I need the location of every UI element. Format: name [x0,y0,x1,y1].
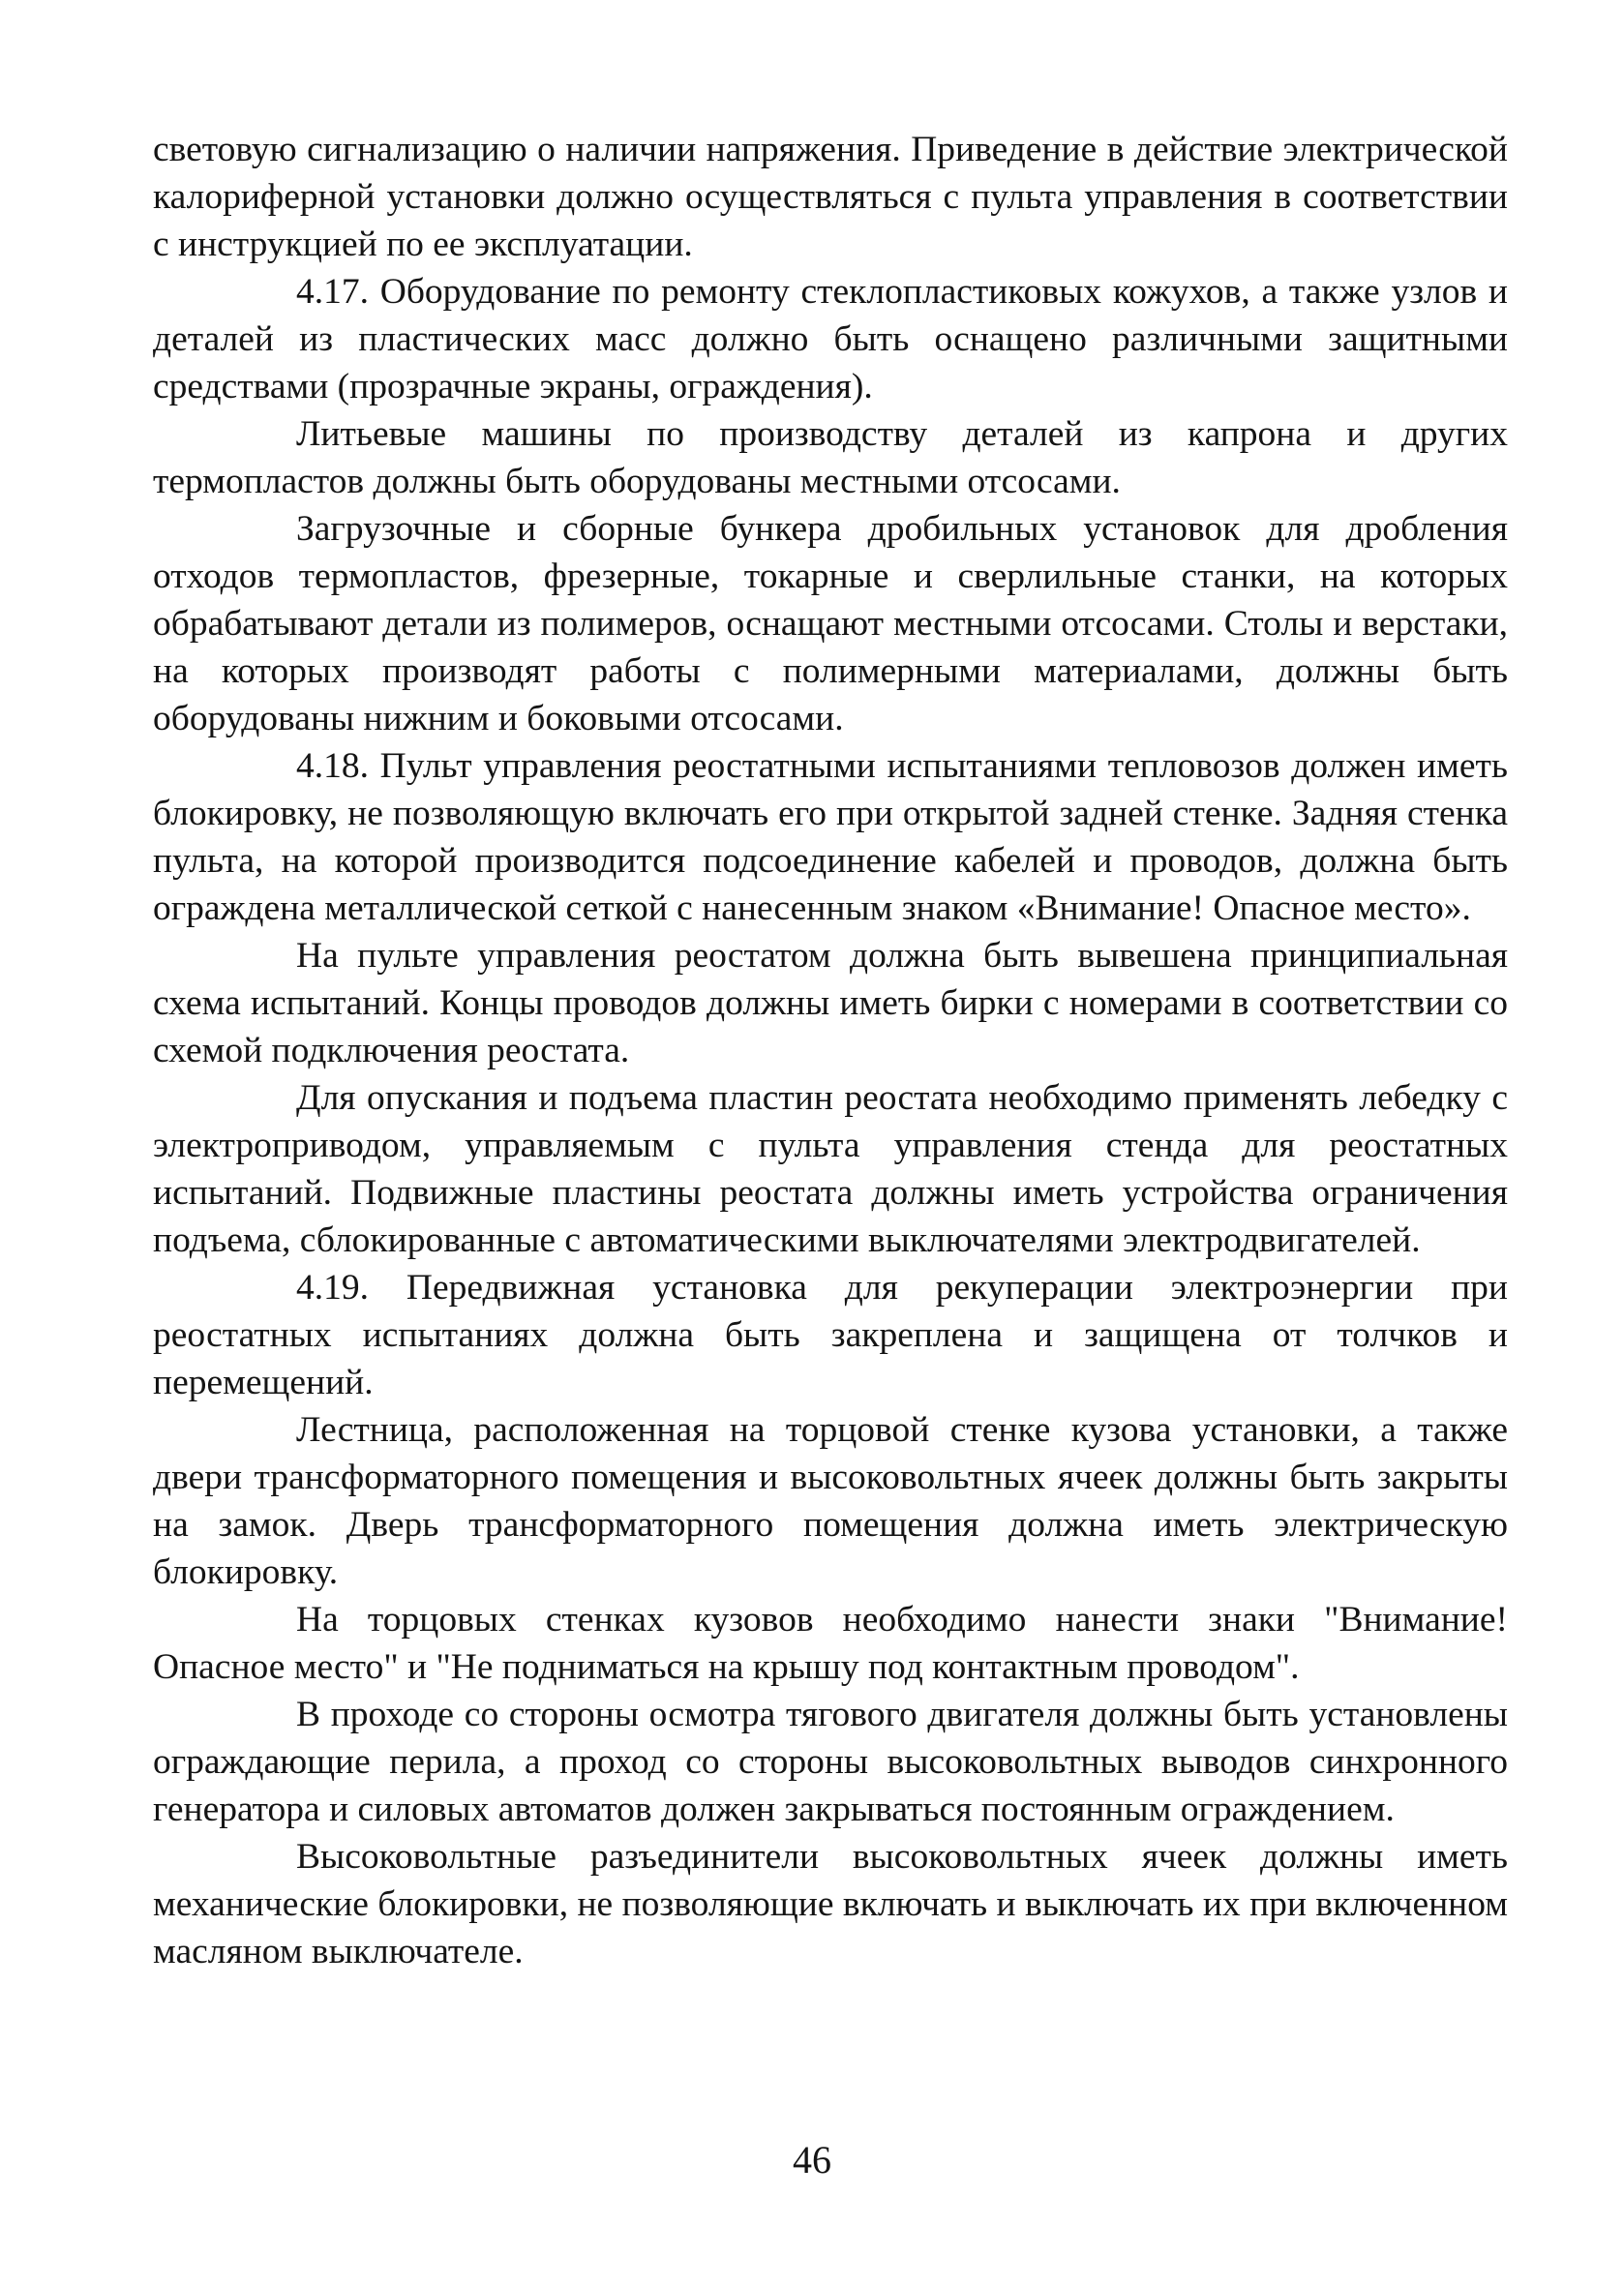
paragraph-rheostat-plates: Для опускания и подъема пластин реостата необходимо применять лебедку с электроприводом, управляемым с пульта управления стенда для реостатных испытаний. Подвижные пластины реостата должны иметь устройства ограничения подъема, сблокированные с автоматическими выключателями электродвигателей. [153,1078,1508,1260]
paragraph-warning-signs: На торцовых стенках кузовов необходимо нанести знаки "Внимание! Опасное место" и "Не подниматься на крышу под контактным проводом". [153,1600,1508,1687]
paragraph-ladder: Лестница, расположенная на торцовой стенке кузова установки, а также двери трансформаторного помещения и высоковольтных ячеек должны быть закрыты на замок. Дверь трансформаторного помещения должна иметь электрическую блокировку. [153,1410,1508,1592]
paragraph-crusher-hoppers: Загрузочные и сборные бункера дробильных установок для дробления отходов термопластов, фрезерные, токарные и сверлильные станки, на которых обрабатывают детали из полимеров, оснащают местными отсосами. Столы и верстаки, на которых производят работы с полимерными материалами, должны быть оборудованы нижним и боковыми отсосами. [153,509,1508,738]
body-text [153,126,1508,1975]
paragraph-4-19: 4.19. Передвижная установка для рекуперации электроэнергии при реостатных испытаниях должна быть закреплена и защищена от толчков и перемещений. [153,1268,1508,1402]
paragraph-disconnectors: Высоковольтные разъединители высоковольтных ячеек должны иметь механические блокировки, не позволяющие включать и выключать их при включенном масляном выключателе. [153,1837,1508,1971]
paragraph-injection-machines: Литьевые машины по производству деталей из капрона и других термопластов должны быть оборудованы местными отсосами. [153,414,1508,501]
paragraph-4-17: 4.17. Оборудование по ремонту стеклопластиковых кожухов, а также узлов и деталей из пластических масс должно быть оснащено различными защитными средствами (прозрачные экраны, ограждения). [153,272,1508,406]
paragraph-continuation: световую сигнализацию о наличии напряжения. Приведение в действие электрической калориферной установки должно осуществляться с пульта управления в соответствии с инструкцией по ее эксплуатации. [153,130,1508,264]
paragraph-railings: В проходе со стороны осмотра тягового двигателя должны быть установлены ограждающие перила, а проход со стороны высоковольтных выводов синхронного генератора и силовых автоматов должен закрываться постоянным ограждением. [153,1695,1508,1829]
paragraph-rheostat-panel: На пульте управления реостатом должна быть вывешена принципиальная схема испытаний. Концы проводов должны иметь бирки с номерами в соответствии со схемой подключения реостата. [153,936,1508,1070]
paragraph-4-18: 4.18. Пульт управления реостатными испытаниями тепловозов должен иметь блокировку, не позволяющую включать его при открытой задней стенке. Задняя стенка пульта, на которой производится подсоединение кабелей и проводов, должна быть ограждена металлической сеткой с нанесенным знаком «Внимание! Опасное место». [153,746,1508,928]
page-number: 46 [793,2138,831,2182]
